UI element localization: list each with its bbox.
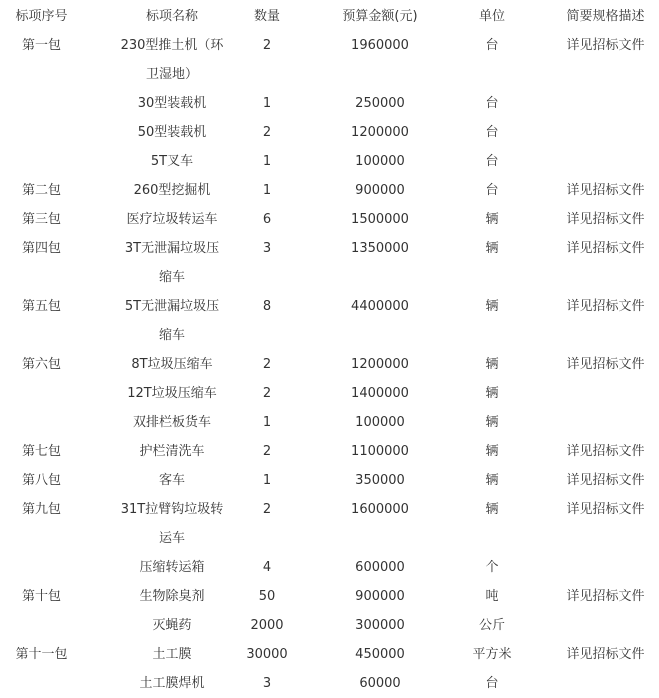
header-desc: 简要规格描述	[566, 9, 645, 24]
cell-no: 第六包	[21, 357, 61, 372]
table-row	[0, 466, 659, 495]
cell-unit: 台	[485, 125, 499, 140]
table-row	[0, 379, 659, 408]
cell-budget: 1100000	[351, 444, 409, 459]
item-name-line: 生物除臭剂	[139, 589, 205, 604]
cell-desc: 详见招标文件	[566, 212, 645, 227]
cell-budget: 300000	[355, 618, 405, 633]
cell-qty: 2	[262, 444, 272, 459]
item-name-line: 230型推土机（环	[120, 38, 224, 53]
cell-unit: 辆	[485, 212, 499, 227]
cell-unit: 辆	[485, 444, 499, 459]
item-name-line: 卫湿地）	[145, 67, 198, 82]
table-row	[0, 147, 659, 176]
item-name-line: 双排栏板货车	[132, 415, 211, 430]
item-name-line: 灭蝇药	[152, 618, 192, 633]
cell-unit: 平方米	[472, 647, 512, 662]
item-name-line: 缩车	[158, 270, 185, 285]
cell-budget: 1500000	[351, 212, 409, 227]
cell-desc: 详见招标文件	[566, 183, 645, 198]
item-name-line: 医疗垃圾转运车	[126, 212, 218, 227]
cell-unit: 吨	[485, 589, 499, 604]
cell-desc: 详见招标文件	[566, 299, 645, 314]
header-unit: 单位	[478, 9, 505, 24]
item-name-line: 8T垃圾压缩车	[131, 357, 213, 372]
cell-budget: 250000	[355, 96, 405, 111]
cell-budget: 100000	[355, 154, 405, 169]
cell-budget: 900000	[355, 589, 405, 604]
table-row	[0, 350, 659, 379]
table-row	[0, 31, 659, 89]
cell-unit: 台	[485, 38, 499, 53]
cell-no: 第二包	[21, 183, 61, 198]
table-row	[0, 582, 659, 611]
header-name: 标项名称	[145, 9, 198, 24]
cell-budget: 1200000	[351, 357, 409, 372]
cell-no: 第十包	[21, 589, 61, 604]
cell-qty: 2	[262, 357, 272, 372]
cell-qty: 1	[262, 183, 272, 198]
cell-budget: 1960000	[351, 38, 409, 53]
item-name-line: 运车	[158, 531, 185, 546]
cell-desc: 详见招标文件	[566, 589, 645, 604]
cell-qty: 2000	[250, 618, 284, 633]
cell-qty: 2	[262, 125, 272, 140]
table-row	[0, 234, 659, 292]
cell-unit: 辆	[485, 357, 499, 372]
item-name-line: 5T无泄漏垃圾压	[124, 299, 220, 314]
cell-qty: 2	[262, 502, 272, 517]
cell-unit: 辆	[485, 299, 499, 314]
header-qty: 数量	[253, 9, 280, 24]
cell-no: 第十一包	[15, 647, 68, 662]
table-row	[0, 437, 659, 466]
table-row	[0, 176, 659, 205]
cell-desc: 详见招标文件	[566, 647, 645, 662]
cell-qty: 2	[262, 38, 272, 53]
item-name-line: 12T垃圾压缩车	[127, 386, 217, 401]
cell-unit: 辆	[485, 241, 499, 256]
table-row	[0, 640, 659, 669]
cell-desc: 详见招标文件	[566, 502, 645, 517]
cell-no: 第四包	[21, 241, 61, 256]
cell-no: 第三包	[21, 212, 61, 227]
cell-budget: 1400000	[351, 386, 409, 401]
item-name-line: 缩车	[158, 328, 185, 343]
cell-desc: 详见招标文件	[566, 241, 645, 256]
cell-unit: 台	[485, 96, 499, 111]
cell-qty: 3	[262, 241, 272, 256]
cell-desc: 详见招标文件	[566, 38, 645, 53]
item-name-line: 3T无泄漏垃圾压	[124, 241, 220, 256]
cell-budget: 600000	[355, 560, 405, 575]
cell-budget: 1350000	[351, 241, 409, 256]
cell-budget: 1600000	[351, 502, 409, 517]
cell-unit: 辆	[485, 473, 499, 488]
cell-unit: 台	[485, 676, 499, 691]
item-name-line: 压缩转运箱	[139, 560, 205, 575]
cell-qty: 4	[262, 560, 272, 575]
cell-qty: 6	[262, 212, 272, 227]
cell-desc: 详见招标文件	[566, 444, 645, 459]
table-row	[0, 205, 659, 234]
table-header-row	[0, 2, 659, 31]
cell-budget: 100000	[355, 415, 405, 430]
table-row	[0, 611, 659, 640]
cell-no: 第五包	[21, 299, 61, 314]
cell-no: 第八包	[21, 473, 61, 488]
cell-desc: 详见招标文件	[566, 357, 645, 372]
cell-unit: 辆	[485, 415, 499, 430]
header-budget: 预算金额(元)	[342, 9, 418, 24]
cell-qty: 8	[262, 299, 272, 314]
table-row	[0, 553, 659, 582]
cell-budget: 350000	[355, 473, 405, 488]
item-name-line: 护栏清洗车	[139, 444, 205, 459]
cell-unit: 台	[485, 183, 499, 198]
cell-qty: 1	[262, 154, 272, 169]
cell-no: 第一包	[21, 38, 61, 53]
cell-budget: 1200000	[351, 125, 409, 140]
cell-qty: 1	[262, 415, 272, 430]
item-name-line: 50型装载机	[137, 125, 207, 140]
cell-qty: 1	[262, 473, 272, 488]
cell-budget: 60000	[359, 676, 401, 691]
item-name-line: 客车	[158, 473, 185, 488]
item-name-line: 31T拉臂钩垃圾转	[120, 502, 224, 517]
table-row	[0, 495, 659, 553]
table-row	[0, 118, 659, 147]
cell-qty: 1	[262, 96, 272, 111]
cell-desc: 详见招标文件	[566, 473, 645, 488]
table-row	[0, 89, 659, 118]
item-name-line: 5T叉车	[150, 154, 194, 169]
table-row	[0, 669, 659, 698]
cell-unit: 辆	[485, 386, 499, 401]
header-no: 标项序号	[15, 9, 68, 24]
cell-unit: 台	[485, 154, 499, 169]
cell-qty: 3	[262, 676, 272, 691]
cell-qty: 30000	[246, 647, 288, 662]
cell-budget: 450000	[355, 647, 405, 662]
cell-unit: 个	[485, 560, 499, 575]
cell-budget: 4400000	[351, 299, 409, 314]
table-row	[0, 292, 659, 350]
cell-no: 第七包	[21, 444, 61, 459]
item-name-line: 260型挖掘机	[133, 183, 211, 198]
cell-qty: 50	[258, 589, 276, 604]
cell-unit: 辆	[485, 502, 499, 517]
item-name-line: 30型装载机	[137, 96, 207, 111]
item-name-line: 土工膜焊机	[139, 676, 205, 691]
item-name-line: 土工膜	[152, 647, 192, 662]
cell-unit: 公斤	[478, 618, 505, 633]
cell-qty: 2	[262, 386, 272, 401]
table-row	[0, 408, 659, 437]
cell-no: 第九包	[21, 502, 61, 517]
cell-budget: 900000	[355, 183, 405, 198]
